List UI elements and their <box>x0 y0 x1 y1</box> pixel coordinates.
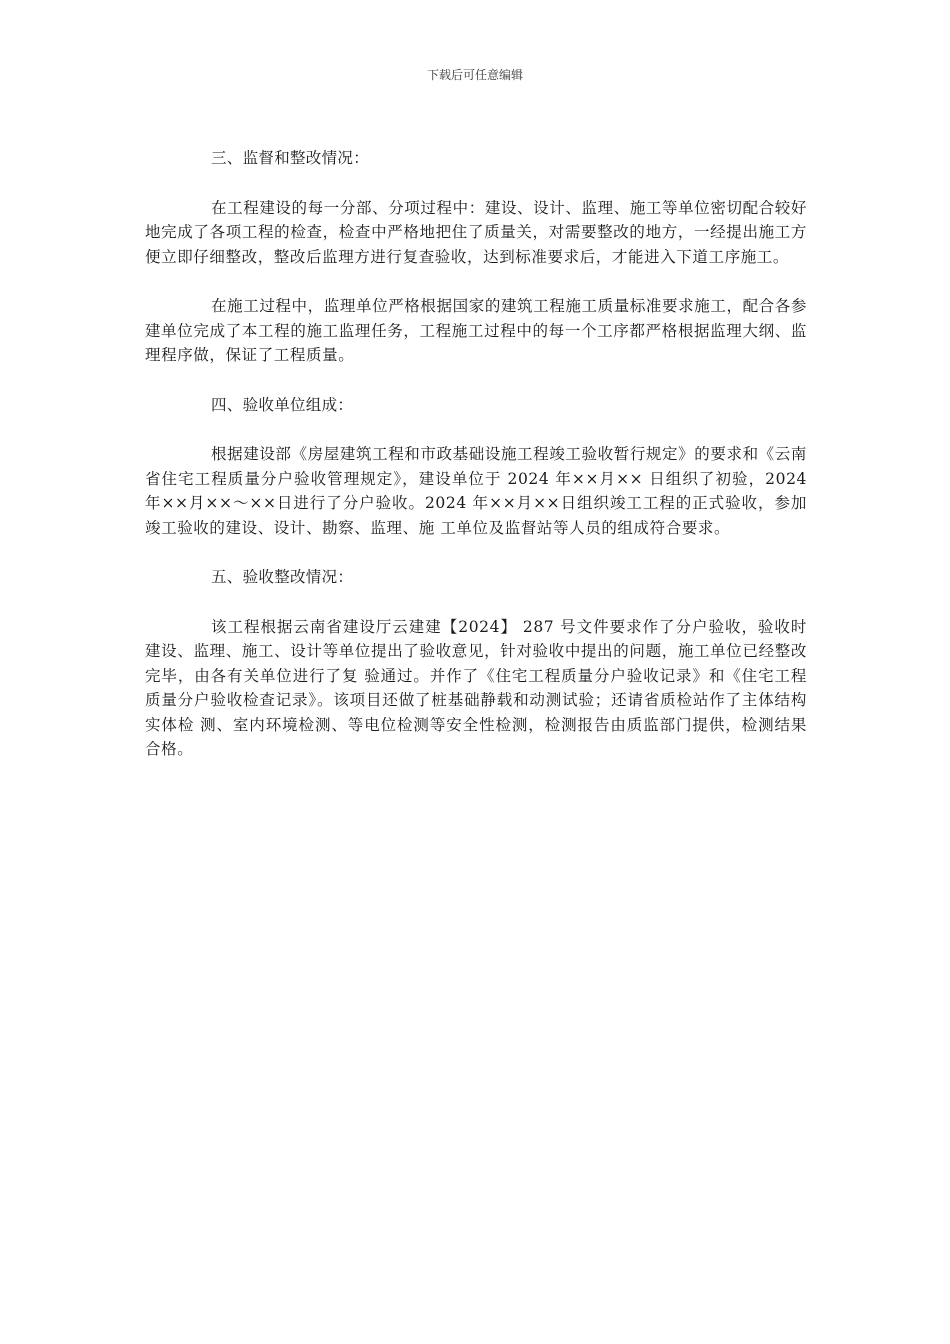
section-5-heading: 五、验收整改情况： <box>211 568 354 586</box>
section-5-paragraph-1: 该工程根据云南省建设厅云建建【2024】 287 号文件要求作了分户验收，验收时建设、监理、施工、设计等单位提出了验收意见，针对验收中提出的问题，施工单位已经整改完毕，由各有关单位进行了复 验通过。并作了《住宅工程质量分户验收记录》和《住宅工程质量分户验收检查记录》。该项目还做了桩基础静载和动测试验；还请省质检站作了主体结构实体检 测、室内环境检测、等电位检测等安全性检测，检测报告由质监部门提供，检测结果合格。 <box>145 617 807 758</box>
section-4-paragraph-1: 根据建设部《房屋建筑工程和市政基础设施工程竣工验收暂行规定》的要求和《云南省住宅工程质量分户验收管理规定》，建设单位于 2024 年××月×× 日组织了初验，2024 年××月××～××日进行了分户验收。2024 年××月××日组织竣工工程的正式验收，参加竣工验收的建设、设计、勘察、监理、施 工单位及监督站等人员的组成符合要求。 <box>145 445 807 537</box>
page-header: 下载后可任意编辑 <box>426 68 523 82</box>
section-3-paragraph-2: 在施工过程中，监理单位严格根据国家的建筑工程施工质量标准要求施工，配合各参建单位完成了本工程的施工监理任务，工程施工过程中的每一个工序都严格根据监理大纲、监理程序做，保证了工程质量。 <box>145 297 807 364</box>
document-body <box>145 146 807 787</box>
section-3-paragraph-1: 在工程建设的每一分部、分项过程中：建设、设计、监理、施工等单位密切配合较好地完成了各项工程的检查，检查中严格地把住了质量关，对需要整改的地方，一经提出施工方便立即仔细整改，整改后监理方进行复查验收，达到标准要求后，才能进入下道工序施工。 <box>145 198 807 266</box>
section-4-heading: 四、验收单位组成： <box>211 395 354 414</box>
section-3-heading: 三、监督和整改情况： <box>211 149 370 167</box>
